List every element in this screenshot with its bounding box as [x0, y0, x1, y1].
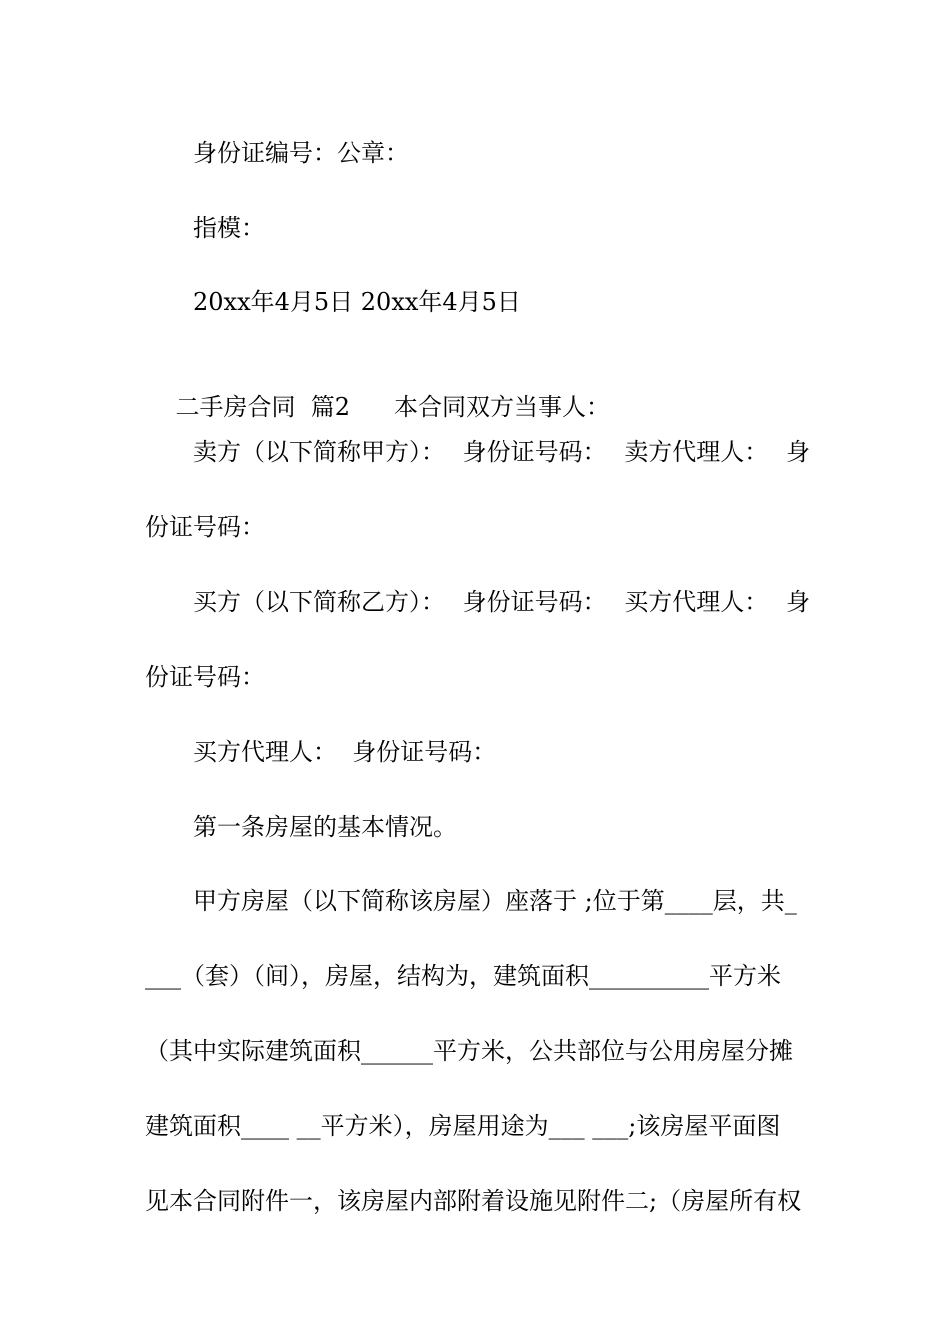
section-heading: 二手房合同 篇2 — [175, 393, 351, 421]
id-number-seal-line: 身份证编号：公章： — [193, 139, 409, 167]
buyer-id-label: 身份证号码： — [462, 588, 607, 616]
seller-id-label: 身份证号码： — [462, 438, 607, 466]
fingerprint-line: 指模： — [193, 214, 265, 242]
seller-line — [193, 437, 810, 467]
buyer-label: 买方（以下简称乙方）： — [193, 588, 445, 616]
seller-agent-id-line: 份证号码： — [145, 513, 265, 541]
buyer-agent-line: 买方代理人： 身份证号码： — [193, 738, 497, 766]
section-heading-line — [145, 362, 810, 421]
buyer-line — [193, 587, 810, 617]
article-one-heading: 第一条房屋的基本情况。 — [193, 813, 457, 841]
article-one-text-2: ___（套）（间），房屋，结构为，建筑面积__________平方米 — [145, 962, 781, 990]
seller-label: 卖方（以下简称甲方）： — [193, 438, 445, 466]
buyer-agent-id-start: 身 — [785, 588, 810, 616]
article-one-text-1: 甲方房屋（以下简称该房屋）座落于 ;位于第____层，共_ — [193, 887, 797, 915]
seller-agent-id-start: 身 — [785, 438, 810, 466]
seller-agent-label: 卖方代理人： — [624, 438, 769, 466]
article-one-text-3: （其中实际建筑面积______平方米，公共部位与公用房屋分摊 — [145, 1037, 793, 1065]
buyer-agent-id-line: 份证号码： — [145, 663, 265, 691]
buyer-agent-label: 买方代理人： — [624, 588, 769, 616]
article-one-text-4: 建筑面积____ __平方米），房屋用途为___ ___;该房屋平面图 — [145, 1112, 781, 1140]
date-line: 20xx年4月5日 20xx年4月5日 — [193, 288, 521, 316]
article-one-text-5: 见本合同附件一，该房屋内部附着设施见附件二;（房屋所有权 — [145, 1187, 802, 1215]
parties-intro: 本合同双方当事人： — [394, 393, 611, 421]
